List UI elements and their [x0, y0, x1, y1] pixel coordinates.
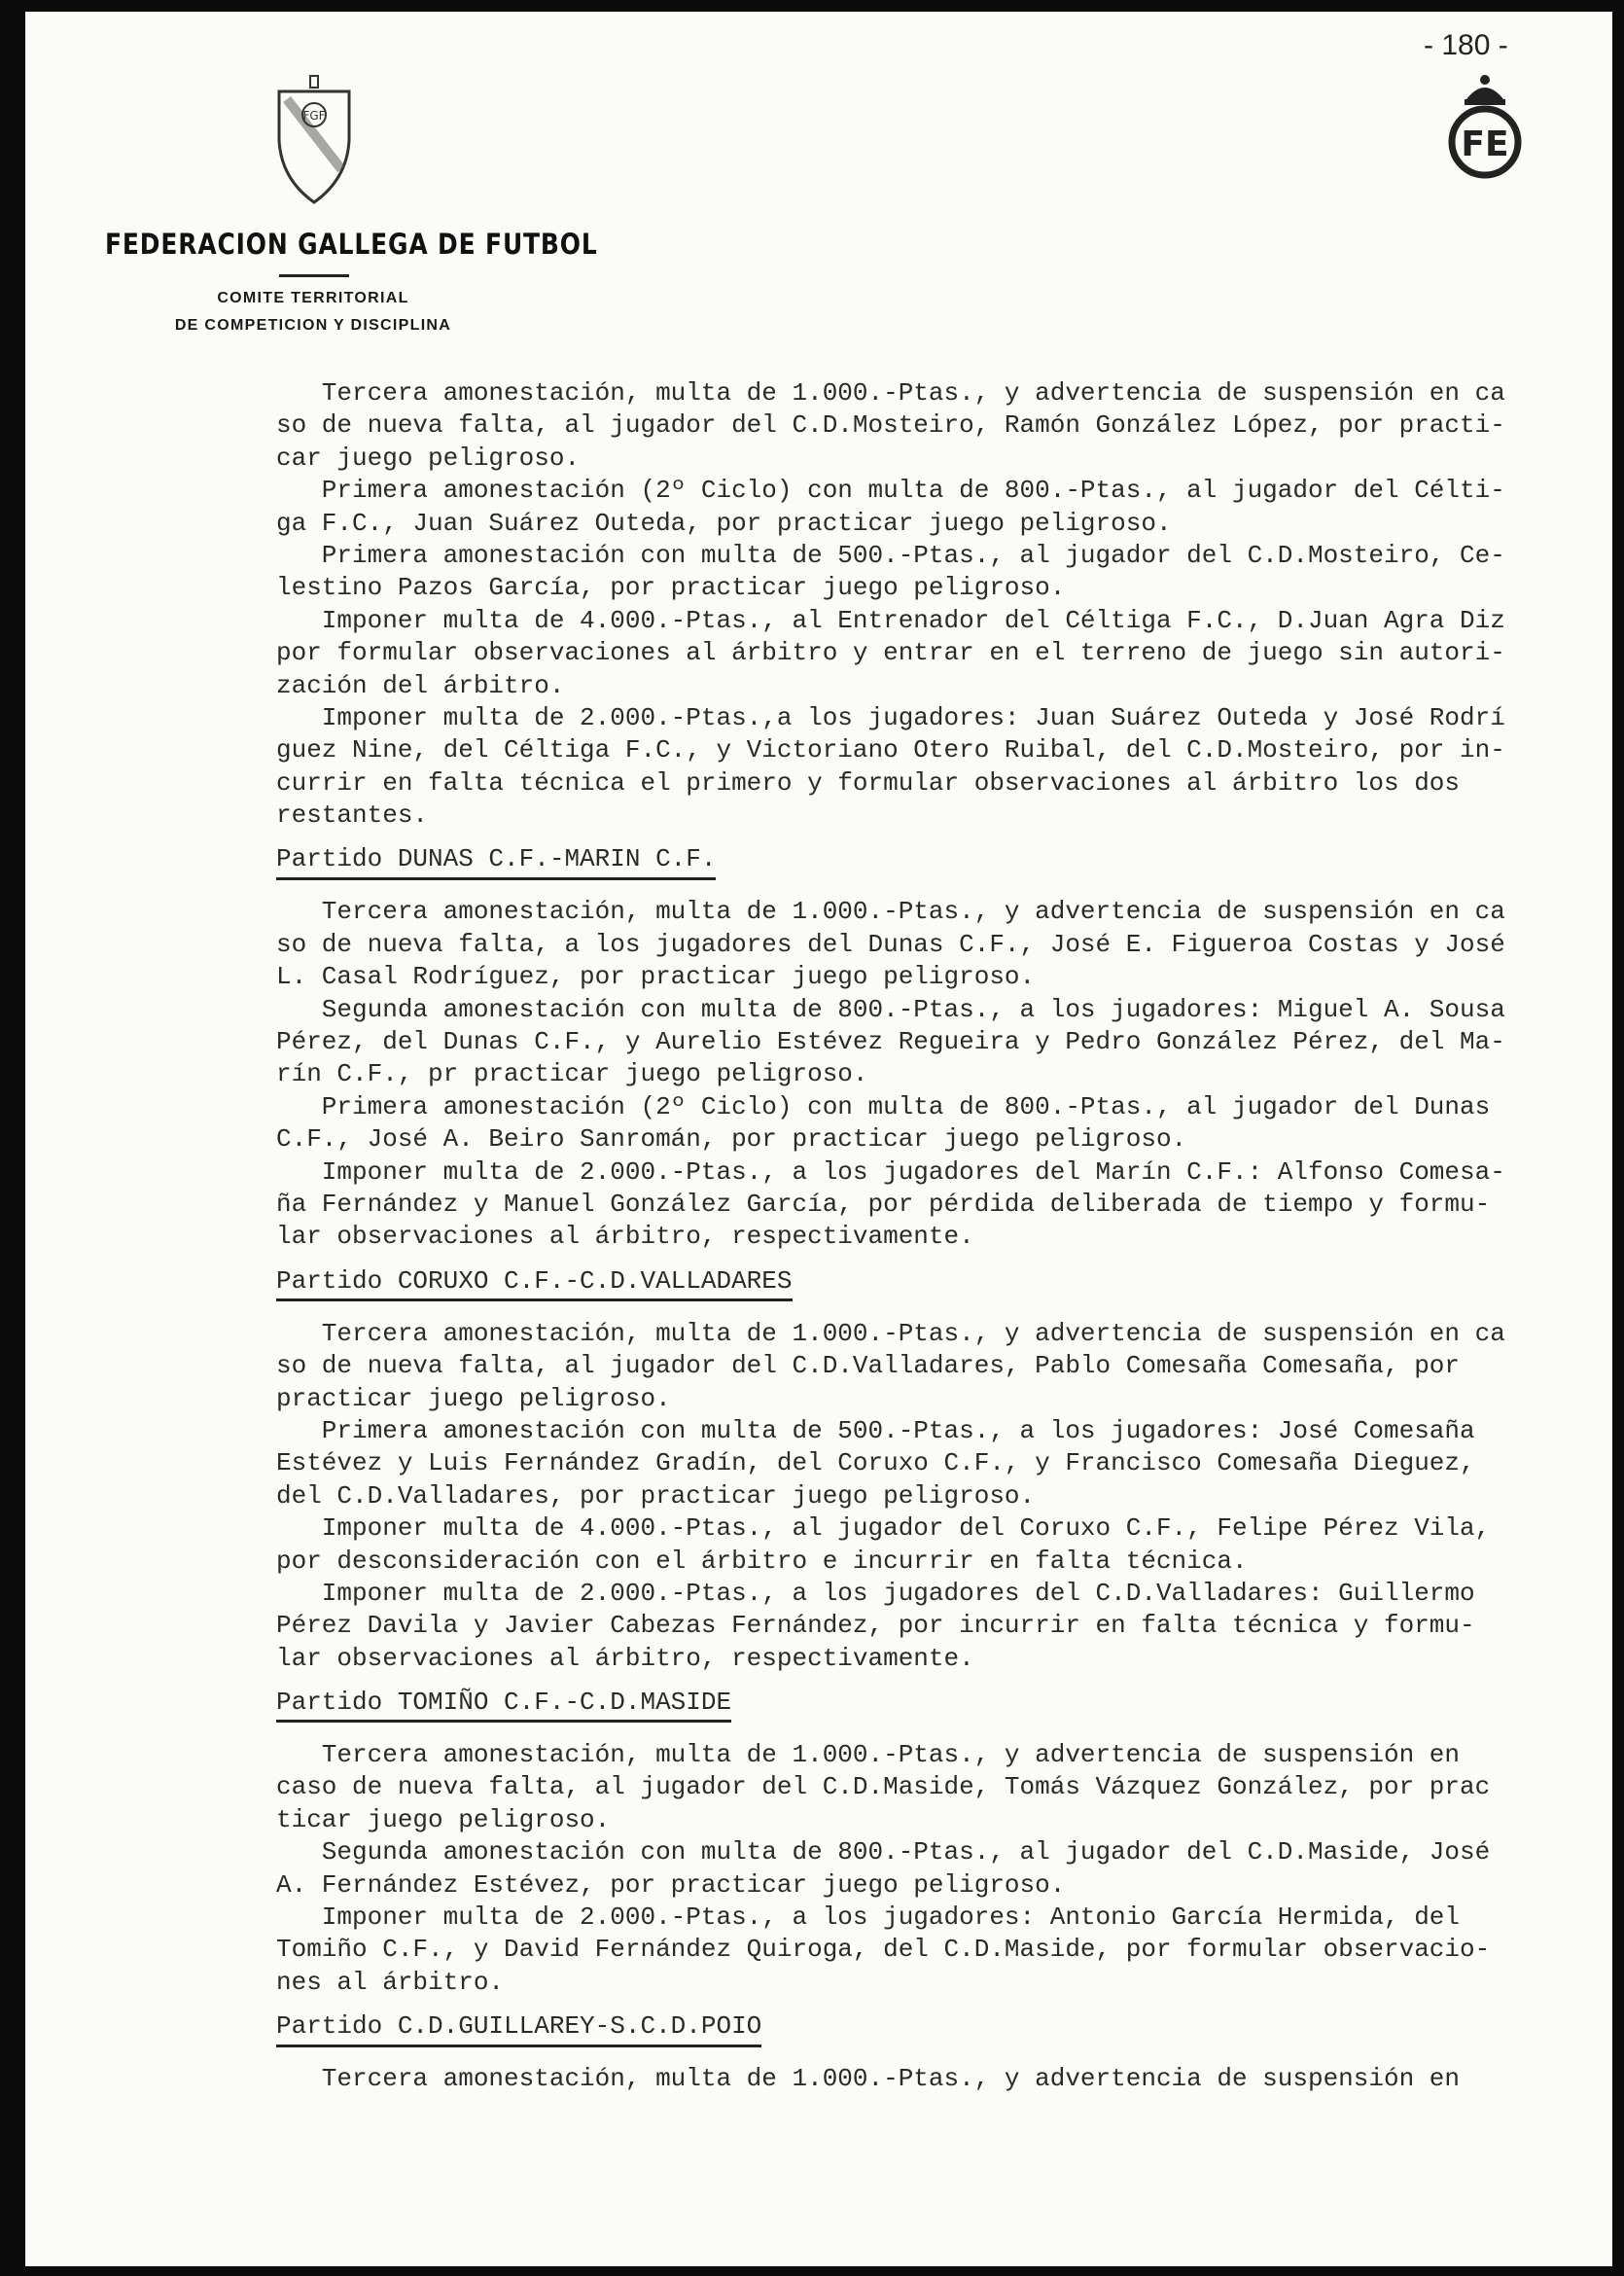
text-line: Segunda amonestación con multa de 800.-Ptas., al jugador del C.D.Maside, José — [276, 1837, 1491, 1867]
text-line: so de nueva falta, al jugador del C.D.Valladares, Pablo Comesaña Comesaña, por — [276, 1351, 1460, 1381]
match-heading-row — [276, 843, 1599, 882]
text-line: Imponer multa de 4.000.-Ptas., al jugador del Coruxo C.F., Felipe Pérez Vila, — [276, 1513, 1491, 1544]
federation-shield-logo — [275, 72, 353, 208]
text-line: del C.D.Valladares, por practicar juego peligroso. — [276, 1480, 1036, 1511]
match-heading: Partido C.D.GUILLAREY-S.C.D.POIO — [276, 2010, 761, 2046]
text-line: restantes. — [276, 800, 429, 831]
match-heading: Partido CORUXO C.F.-C.D.VALLADARES — [276, 1265, 793, 1301]
committee-line-1: COMITE TERRITORIAL — [217, 290, 409, 306]
text-line: Imponer multa de 4.000.-Ptas., al Entrenador del Céltiga F.C., D.Juan Agra Diz — [276, 605, 1505, 635]
page-number: - 180 - — [1424, 29, 1508, 61]
text-line: Pérez, del Dunas C.F., y Aurelio Estévez Regueira y Pedro González Pérez, del Ma- — [276, 1027, 1505, 1057]
text-line: so de nueva falta, al jugador del C.D.Mosteiro, Ramón González López, por practi- — [276, 410, 1505, 441]
text-line: guez Nine, del Céltiga F.C., y Victoriano Otero Ruibal, del C.D.Mosteiro, por in- — [276, 735, 1505, 765]
text-line: caso de nueva falta, al jugador del C.D.Maside, Tomás Vázquez González, por prac — [276, 1772, 1491, 1802]
match-heading-row — [276, 1265, 1599, 1304]
text-line: Tercera amonestación, multa de 1.000.-Ptas., y advertencia de suspensión en ca — [276, 897, 1505, 927]
crest-monogram: FE — [1461, 124, 1509, 164]
text-line: car juego peligroso. — [276, 443, 581, 473]
text-line: Tomiño C.F., y David Fernández Quiroga, del C.D.Maside, por formular observacio- — [276, 1935, 1491, 1965]
header-divider — [279, 274, 349, 277]
text-line: Primera amonestación con multa de 500.-Ptas., al jugador del C.D.Mosteiro, Ce- — [276, 540, 1505, 570]
text-line: nes al árbitro. — [276, 1967, 505, 1997]
text-line: Imponer multa de 2.000.-Ptas., a los jugadores del C.D.Valladares: Guillermo — [276, 1578, 1475, 1608]
text-line: lar observaciones al árbitro, respectivamente. — [276, 1643, 974, 1673]
text-line: A. Fernández Estévez, por practicar juego peligroso. — [276, 1869, 1066, 1900]
text-line: zación del árbitro. — [276, 670, 565, 700]
federation-name: FEDERACION GALLEGA DE FUTBOL — [105, 228, 598, 261]
document-body — [276, 377, 1599, 2096]
text-line: Estévez y Luis Fernández Gradín, del Coruxo C.F., y Francisco Comesaña Dieguez, — [276, 1448, 1475, 1478]
text-line: L. Casal Rodríguez, por practicar juego peligroso. — [276, 962, 1036, 992]
match-heading-row — [276, 2010, 1599, 2049]
text-line: Imponer multa de 2.000.-Ptas., a los jugadores del Marín C.F.: Alfonso Comesa- — [276, 1156, 1505, 1187]
text-line: lestino Pazos García, por practicar juego peligroso. — [276, 573, 1066, 603]
text-line: so de nueva falta, a los jugadores del Dunas C.F., José E. Figueroa Costas y José — [276, 929, 1505, 959]
text-line: Tercera amonestación, multa de 1.000.-Ptas., y advertencia de suspensión en ca — [276, 1318, 1505, 1348]
match-heading: Partido TOMIÑO C.F.-C.D.MASIDE — [276, 1687, 731, 1723]
match-heading-row — [276, 1687, 1599, 1725]
text-line: Primera amonestación (2º Ciclo) con multa de 800.-Ptas., al jugador del Dunas — [276, 1091, 1491, 1121]
text-line: Primera amonestación (2º Ciclo) con multa de 800.-Ptas., al jugador del Célti- — [276, 476, 1505, 506]
text-line: Segunda amonestación con multa de 800.-Ptas., a los jugadores: Miguel A. Sousa — [276, 994, 1505, 1024]
text-line: Primera amonestación con multa de 500.-Ptas., a los jugadores: José Comesaña — [276, 1415, 1475, 1445]
shield-monogram: FGF — [302, 109, 326, 123]
text-line: Imponer multa de 2.000.-Ptas.,a los jugadores: Juan Suárez Outeda y José Rodrí — [276, 702, 1505, 732]
text-line: currir en falta técnica el primero y formular observaciones al árbitro los dos — [276, 767, 1460, 798]
text-line: ña Fernández y Manuel González García, por pérdida deliberada de tiempo y formu- — [276, 1189, 1491, 1219]
royal-crest-logo — [1441, 72, 1529, 185]
text-line: ticar juego peligroso. — [276, 1804, 611, 1834]
match-heading: Partido DUNAS C.F.-MARIN C.F. — [276, 843, 716, 879]
text-line: Imponer multa de 2.000.-Ptas., a los jugadores: Antonio García Hermida, del — [276, 1903, 1460, 1933]
text-line: ga F.C., Juan Suárez Outeda, por practicar juego peligroso. — [276, 508, 1172, 538]
committee-line-2: DE COMPETICION Y DISCIPLINA — [174, 317, 452, 334]
text-line: Tercera amonestación, multa de 1.000.-Ptas., y advertencia de suspensión en ca — [276, 378, 1505, 408]
text-line: C.F., José A. Beiro Sanromán, por practicar juego peligroso. — [276, 1124, 1187, 1155]
text-line: practicar juego peligroso. — [276, 1383, 671, 1413]
text-line: Pérez Davila y Javier Cabezas Fernández, por incurrir en falta técnica y formu- — [276, 1611, 1475, 1641]
text-line: por formular observaciones al árbitro y entrar en el terreno de juego sin autori- — [276, 638, 1505, 668]
text-line: lar observaciones al árbitro, respectivamente. — [276, 1222, 974, 1252]
text-line: Tercera amonestación, multa de 1.000.-Ptas., y advertencia de suspensión en — [276, 1740, 1460, 1770]
text-line: rín C.F., pr practicar juego peligroso. — [276, 1059, 868, 1089]
text-line: Tercera amonestación, multa de 1.000.-Ptas., y advertencia de suspensión en — [276, 2064, 1460, 2094]
text-line: por desconsideración con el árbitro e incurrir en falta técnica. — [276, 1546, 1248, 1576]
